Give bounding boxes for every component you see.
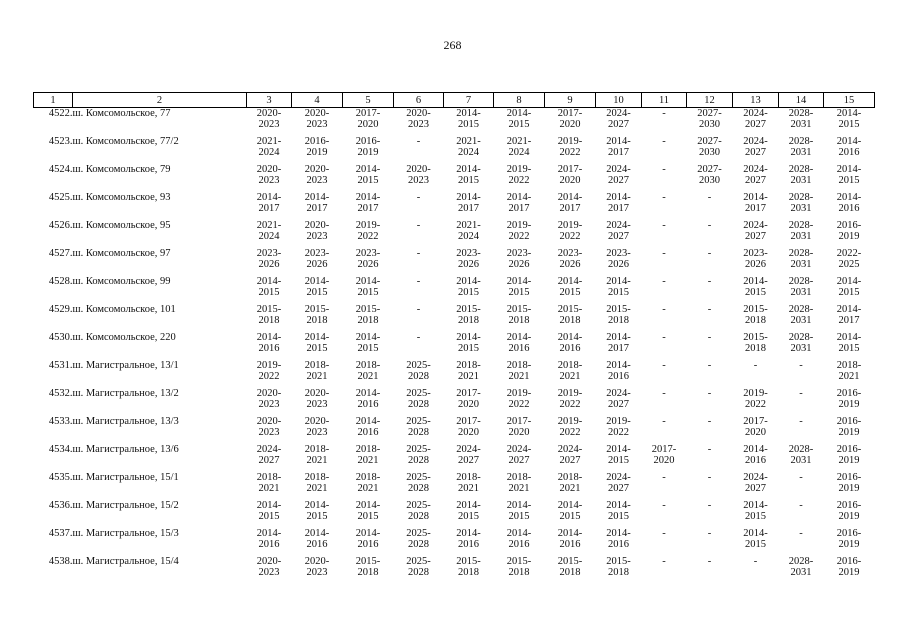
period-cell: 2017- 2020 [557, 164, 583, 186]
period-cell: 2015- 2018 [355, 556, 381, 578]
table-row [34, 528, 875, 556]
period-cell: 2017- 2020 [651, 444, 677, 466]
period-cell: 2018- 2021 [304, 444, 330, 466]
period-cell: 2023- 2026 [456, 248, 481, 270]
row-number: 4522. [48, 108, 73, 119]
period-cell: 2017- 2020 [557, 108, 583, 130]
column-header: 14 [779, 93, 824, 108]
table-row [34, 332, 875, 360]
period-cell: - [799, 360, 803, 371]
period-cell: - [707, 472, 712, 483]
period-cell: 2020- 2023 [406, 164, 431, 186]
period-cell: 2014- 2015 [606, 276, 631, 298]
period-cell: 2015- 2018 [743, 304, 768, 326]
period-cell: 2014- 2015 [506, 276, 532, 298]
period-cell: 2014- 2015 [456, 164, 481, 186]
period-cell: - [707, 332, 712, 343]
period-cell: 2014- 2015 [256, 276, 282, 298]
period-cell: - [799, 472, 803, 483]
housing-schedule-table [33, 92, 875, 584]
address-cell: ш. Комсомольское, 95 [72, 220, 171, 231]
period-cell: - [662, 304, 666, 315]
period-cell: 2017- 2020 [456, 388, 481, 410]
period-cell: 2020- 2023 [304, 556, 330, 578]
period-cell: - [799, 416, 803, 427]
period-cell: 2025- 2028 [406, 528, 431, 550]
column-header: 12 [687, 93, 733, 108]
period-cell: 2014- 2015 [557, 500, 583, 522]
period-cell: 2019- 2022 [256, 360, 282, 382]
period-cell: - [662, 164, 666, 175]
period-cell: 2014- 2016 [456, 528, 481, 550]
period-cell: 2014- 2017 [606, 332, 631, 354]
period-cell: 2019- 2022 [506, 388, 532, 410]
period-cell: 2014- 2015 [743, 276, 768, 298]
period-cell: 2014- 2015 [743, 500, 768, 522]
period-cell: 2014- 2015 [557, 276, 583, 298]
address-cell: ш. Магистральное, 13/3 [72, 416, 179, 427]
period-cell: 2016- 2019 [836, 220, 862, 242]
row-number: 4535. [48, 472, 73, 483]
period-cell: 2025- 2028 [406, 500, 431, 522]
period-cell: - [662, 192, 666, 203]
column-header: 6 [394, 93, 444, 108]
column-header: 11 [642, 93, 687, 108]
period-cell: 2017- 2020 [355, 108, 381, 130]
period-cell: - [416, 220, 421, 231]
period-cell: 2018- 2021 [256, 472, 282, 494]
period-cell: 2014- 2015 [304, 276, 330, 298]
period-cell: 2014- 2016 [355, 388, 381, 410]
period-cell: 2014- 2016 [506, 332, 532, 354]
period-cell: 2014- 2016 [606, 528, 631, 550]
period-cell: 2019- 2022 [606, 416, 631, 438]
table-row [34, 192, 875, 220]
period-cell: 2014- 2016 [256, 528, 282, 550]
period-cell: 2027- 2030 [697, 164, 722, 186]
period-cell: 2014- 2017 [304, 192, 330, 214]
period-cell: - [753, 360, 758, 371]
period-cell: - [662, 556, 666, 567]
period-cell: 2018- 2021 [506, 360, 532, 382]
period-cell: 2014- 2017 [836, 304, 862, 326]
address-cell: ш. Комсомольское, 220 [72, 332, 176, 343]
period-cell: 2019- 2022 [743, 388, 768, 410]
period-cell: 2024- 2027 [606, 388, 631, 410]
address-cell: ш. Комсомольское, 97 [72, 248, 171, 259]
period-cell: 2014- 2016 [606, 360, 631, 382]
period-cell: 2018- 2021 [355, 360, 381, 382]
table-row [34, 360, 875, 388]
period-cell: 2014- 2015 [606, 500, 631, 522]
row-number: 4536. [48, 500, 73, 511]
period-cell: 2020- 2023 [304, 388, 330, 410]
period-cell: 2016- 2019 [836, 472, 862, 494]
period-cell: 2018- 2021 [456, 472, 481, 494]
period-cell: 2018- 2021 [557, 472, 583, 494]
period-cell: 2015- 2018 [743, 332, 768, 354]
period-cell: 2025- 2028 [406, 360, 431, 382]
period-cell: - [662, 108, 666, 119]
row-number: 4527. [48, 248, 73, 259]
period-cell: 2018- 2021 [304, 472, 330, 494]
period-cell: 2014- 2015 [606, 444, 631, 466]
period-cell: 2020- 2023 [304, 220, 330, 242]
period-cell: 2017- 2020 [506, 416, 532, 438]
period-cell: 2014- 2015 [456, 108, 481, 130]
period-cell: - [707, 388, 712, 399]
period-cell: 2024- 2027 [606, 108, 631, 130]
period-cell: 2028- 2031 [788, 192, 814, 214]
table-row [34, 164, 875, 192]
period-cell: 2014- 2015 [355, 332, 381, 354]
period-cell: - [707, 304, 712, 315]
period-cell: 2014- 2016 [557, 528, 583, 550]
period-cell: - [662, 332, 666, 343]
period-cell: - [799, 528, 803, 539]
period-cell: 2025- 2028 [406, 444, 431, 466]
row-number: 4532. [48, 388, 73, 399]
table-body [34, 108, 875, 585]
period-cell: 2014- 2016 [836, 192, 862, 214]
period-cell: 2020- 2023 [304, 416, 330, 438]
row-number: 4531. [48, 360, 73, 371]
column-header: 10 [596, 93, 642, 108]
period-cell: 2024- 2027 [606, 472, 631, 494]
period-cell: 2023- 2026 [557, 248, 583, 270]
period-cell: 2023- 2026 [506, 248, 532, 270]
period-cell: 2014- 2016 [256, 332, 282, 354]
address-cell: ш. Комсомольское, 101 [72, 304, 176, 315]
period-cell: 2018- 2021 [557, 360, 583, 382]
period-cell: 2021- 2024 [256, 136, 282, 158]
period-cell: 2014- 2015 [256, 500, 282, 522]
period-cell: 2025- 2028 [406, 416, 431, 438]
period-cell: 2014- 2015 [836, 332, 862, 354]
period-cell: 2028- 2031 [788, 304, 814, 326]
period-cell: 2020- 2023 [256, 388, 282, 410]
address-cell: ш. Комсомольское, 99 [72, 276, 171, 287]
period-cell: 2015- 2018 [506, 304, 532, 326]
period-cell: 2023- 2026 [743, 248, 768, 270]
period-cell: - [707, 444, 712, 455]
column-header: 7 [444, 93, 494, 108]
period-cell: 2023- 2026 [304, 248, 330, 270]
address-cell: ш. Магистральное, 13/1 [72, 360, 179, 371]
period-cell: 2024- 2027 [606, 164, 631, 186]
row-number: 4524. [48, 164, 73, 175]
period-cell: 2014- 2015 [743, 528, 768, 550]
period-cell: - [662, 500, 666, 511]
row-number: 4526. [48, 220, 73, 231]
period-cell: 2014- 2016 [506, 528, 532, 550]
period-cell: 2019- 2022 [557, 416, 583, 438]
column-header: 2 [73, 93, 247, 108]
period-cell: 2014- 2016 [355, 416, 381, 438]
column-header: 8 [494, 93, 545, 108]
period-cell: 2014- 2016 [836, 136, 862, 158]
period-cell: 2015- 2018 [557, 556, 583, 578]
period-cell: 2028- 2031 [788, 164, 814, 186]
period-cell: 2015- 2018 [355, 304, 381, 326]
period-cell: 2019- 2022 [557, 388, 583, 410]
period-cell: 2024- 2027 [743, 136, 768, 158]
period-cell: - [662, 388, 666, 399]
period-cell: 2014- 2017 [606, 192, 631, 214]
table-row [34, 276, 875, 304]
period-cell: 2014- 2015 [836, 164, 862, 186]
period-cell: 2014- 2015 [456, 276, 481, 298]
period-cell: 2025- 2028 [406, 472, 431, 494]
period-cell: 2014- 2017 [256, 192, 282, 214]
address-cell: ш. Магистральное, 15/3 [72, 528, 179, 539]
period-cell: 2015- 2018 [256, 304, 282, 326]
period-cell: - [416, 192, 421, 203]
period-cell: 2021- 2024 [456, 136, 481, 158]
period-cell: 2015- 2018 [606, 556, 631, 578]
period-cell: 2015- 2018 [557, 304, 583, 326]
period-cell: 2020- 2023 [406, 108, 431, 130]
period-cell: - [662, 248, 666, 259]
row-number: 4534. [48, 444, 73, 455]
period-cell: - [416, 276, 421, 287]
period-cell: 2015- 2018 [456, 304, 481, 326]
period-cell: 2014- 2015 [355, 164, 381, 186]
period-cell: 2028- 2031 [788, 108, 814, 130]
table-row [34, 416, 875, 444]
period-cell: - [707, 192, 712, 203]
period-cell: 2016- 2019 [304, 136, 330, 158]
period-cell: 2016- 2019 [836, 556, 862, 578]
period-cell: - [662, 136, 666, 147]
period-cell: 2014- 2017 [506, 192, 532, 214]
row-number: 4525. [48, 192, 73, 203]
period-cell: 2028- 2031 [788, 248, 814, 270]
period-cell: 2024- 2027 [506, 444, 532, 466]
period-cell: 2014- 2016 [355, 528, 381, 550]
period-cell: 2028- 2031 [788, 220, 814, 242]
address-cell: ш. Магистральное, 15/1 [72, 472, 179, 483]
period-cell: - [707, 248, 712, 259]
table-row [34, 136, 875, 164]
period-cell: 2024- 2027 [743, 108, 768, 130]
period-cell: - [799, 500, 803, 511]
period-cell: 2014- 2015 [456, 332, 481, 354]
period-cell: 2023- 2026 [355, 248, 381, 270]
period-cell: - [707, 500, 712, 511]
column-header: 5 [343, 93, 394, 108]
row-number: 4537. [48, 528, 73, 539]
table-row [34, 248, 875, 276]
column-header: 13 [733, 93, 779, 108]
period-cell: 2018- 2021 [304, 360, 330, 382]
period-cell: 2024- 2027 [606, 220, 631, 242]
period-cell: - [662, 276, 666, 287]
period-cell: 2018- 2021 [355, 472, 381, 494]
period-cell: - [799, 388, 803, 399]
period-cell: 2028- 2031 [788, 444, 814, 466]
period-cell: 2022- 2025 [836, 248, 862, 270]
period-cell: 2021- 2024 [506, 136, 532, 158]
period-cell: 2015- 2018 [606, 304, 631, 326]
period-cell: 2019- 2022 [557, 220, 583, 242]
period-cell: 2014- 2017 [557, 192, 583, 214]
period-cell: 2014- 2017 [743, 192, 768, 214]
period-cell: 2028- 2031 [788, 332, 814, 354]
period-cell: 2014- 2016 [304, 528, 330, 550]
period-cell: 2014- 2017 [355, 192, 381, 214]
period-cell: 2023- 2026 [256, 248, 282, 270]
address-cell: ш. Комсомольское, 77/2 [72, 136, 179, 147]
period-cell: 2027- 2030 [697, 108, 722, 130]
period-cell: 2016- 2019 [836, 500, 862, 522]
period-cell: 2020- 2023 [304, 108, 330, 130]
period-cell: 2024- 2027 [456, 444, 481, 466]
period-cell: - [416, 136, 421, 147]
period-cell: 2016- 2019 [836, 528, 862, 550]
period-cell: 2016- 2019 [836, 416, 862, 438]
period-cell: 2016- 2019 [836, 444, 862, 466]
table-row [34, 220, 875, 248]
period-cell: - [416, 332, 421, 343]
period-cell: 2025- 2028 [406, 556, 431, 578]
period-cell: - [662, 416, 666, 427]
period-cell: - [707, 276, 712, 287]
period-cell: 2024- 2027 [557, 444, 583, 466]
period-cell: 2015- 2018 [456, 556, 481, 578]
period-cell: 2021- 2024 [456, 220, 481, 242]
period-cell: 2024- 2027 [743, 472, 768, 494]
period-cell: - [707, 220, 712, 231]
column-header: 3 [247, 93, 292, 108]
period-cell: - [707, 528, 712, 539]
period-cell: 2018- 2021 [506, 472, 532, 494]
period-cell: 2014- 2017 [606, 136, 631, 158]
period-cell: - [753, 556, 758, 567]
period-cell: 2020- 2023 [256, 164, 282, 186]
period-cell: 2019- 2022 [506, 220, 532, 242]
column-header: 15 [824, 93, 875, 108]
period-cell: 2015- 2018 [304, 304, 330, 326]
table-row [34, 556, 875, 584]
row-number: 4530. [48, 332, 73, 343]
period-cell: 2018- 2021 [456, 360, 481, 382]
address-cell: ш. Магистральное, 13/2 [72, 388, 179, 399]
period-cell: 2014- 2016 [557, 332, 583, 354]
period-cell: 2014- 2015 [304, 332, 330, 354]
period-cell: 2014- 2017 [456, 192, 481, 214]
column-header: 4 [292, 93, 343, 108]
address-cell: ш. Комсомольское, 77 [72, 108, 171, 119]
period-cell: 2014- 2016 [743, 444, 768, 466]
period-cell: - [707, 416, 712, 427]
period-cell: 2023- 2026 [606, 248, 631, 270]
period-cell: 2028- 2031 [788, 556, 814, 578]
period-cell: - [662, 528, 666, 539]
period-cell: 2027- 2030 [697, 136, 722, 158]
period-cell: 2028- 2031 [788, 136, 814, 158]
row-number: 4528. [48, 276, 73, 287]
address-cell: ш. Магистральное, 15/4 [72, 556, 179, 567]
column-header: 9 [545, 93, 596, 108]
period-cell: - [662, 472, 666, 483]
period-cell: 2017- 2020 [456, 416, 481, 438]
period-cell: 2014- 2015 [304, 500, 330, 522]
period-cell: 2016- 2019 [836, 388, 862, 410]
row-number: 4529. [48, 304, 73, 315]
period-cell: 2015- 2018 [506, 556, 532, 578]
period-cell: 2021- 2024 [256, 220, 282, 242]
header-row [34, 93, 875, 108]
row-number: 4538. [48, 556, 73, 567]
period-cell: 2014- 2015 [506, 108, 532, 130]
column-header: 1 [34, 93, 73, 108]
table-row [34, 500, 875, 528]
period-cell: 2020- 2023 [256, 108, 282, 130]
period-cell: 2014- 2015 [456, 500, 481, 522]
period-cell: 2019- 2022 [355, 220, 381, 242]
period-cell: 2014- 2015 [355, 500, 381, 522]
period-cell: 2014- 2015 [506, 500, 532, 522]
period-cell: 2018- 2021 [836, 360, 862, 382]
period-cell: 2014- 2015 [836, 276, 862, 298]
period-cell: 2024- 2027 [256, 444, 282, 466]
table-row [34, 444, 875, 472]
period-cell: 2028- 2031 [788, 276, 814, 298]
page-number: 268 [443, 38, 462, 52]
table-row [34, 304, 875, 332]
address-cell: ш. Комсомольское, 93 [72, 192, 171, 203]
period-cell: 2019- 2022 [506, 164, 532, 186]
period-cell: - [662, 360, 666, 371]
period-cell: 2016- 2019 [355, 136, 381, 158]
period-cell: - [416, 304, 421, 315]
period-cell: 2014- 2015 [355, 276, 381, 298]
row-number: 4523. [48, 136, 73, 147]
period-cell: 2014- 2015 [836, 108, 862, 130]
address-cell: ш. Магистральное, 13/6 [72, 444, 179, 455]
period-cell: - [707, 360, 712, 371]
address-cell: ш. Комсомольское, 79 [72, 164, 171, 175]
period-cell: - [416, 248, 421, 259]
period-cell: 2024- 2027 [743, 220, 768, 242]
period-cell: 2020- 2023 [256, 556, 282, 578]
period-cell: 2020- 2023 [256, 416, 282, 438]
period-cell: 2017- 2020 [743, 416, 768, 438]
row-number: 4533. [48, 416, 73, 427]
period-cell: - [707, 556, 712, 567]
address-cell: ш. Магистральное, 15/2 [72, 500, 179, 511]
table-row [34, 108, 875, 137]
period-cell: - [662, 220, 666, 231]
period-cell: 2019- 2022 [557, 136, 583, 158]
table-row [34, 388, 875, 416]
period-cell: 2025- 2028 [406, 388, 431, 410]
period-cell: 2020- 2023 [304, 164, 330, 186]
period-cell: 2018- 2021 [355, 444, 381, 466]
table-row [34, 472, 875, 500]
period-cell: 2024- 2027 [743, 164, 768, 186]
